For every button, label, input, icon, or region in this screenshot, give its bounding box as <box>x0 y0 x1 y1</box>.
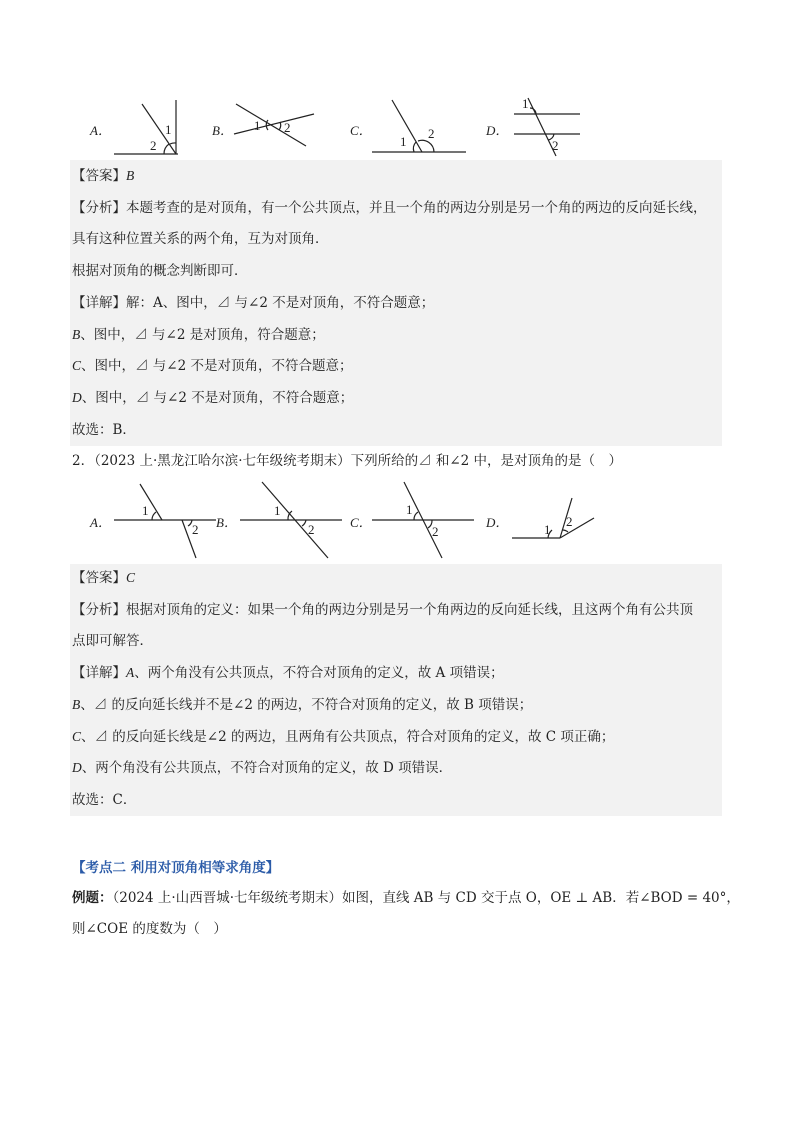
q1-option-b-label[interactable]: B． <box>212 123 233 138</box>
q2-conclusion: 故选：C． <box>72 792 137 808</box>
q1-option-d-angle-2: 2 <box>552 138 559 153</box>
q1-option-d-figure <box>508 96 584 158</box>
q1-option-b-angle-1: 1 <box>254 118 261 133</box>
q1-option-c-angle-2: 2 <box>428 126 435 141</box>
q2-option-c-angle-2: 2 <box>432 524 439 539</box>
q2-option-a-label[interactable]: A． <box>90 515 111 530</box>
q2-option-a-angle-2: 2 <box>192 522 199 537</box>
section-heading: 【考点二 利用对顶角相等求角度】 <box>72 860 280 876</box>
q1-option-c-label[interactable]: C． <box>350 123 372 138</box>
q1-detail-line-d: D、图中，⊿ 与∠2 不是对顶角，不符合题意； <box>72 390 354 406</box>
q2-option-d-angle-1: 1 <box>544 522 551 537</box>
q1-conclusion: 故选：B． <box>72 422 136 438</box>
q1-analysis-line-3: 根据对顶角的概念判断即可． <box>72 263 248 279</box>
q2-option-c-label[interactable]: C． <box>350 515 372 530</box>
q2-option-b-label[interactable]: B． <box>216 515 237 530</box>
q2-analysis-line-2: 点即可解答． <box>72 633 153 649</box>
q1-option-a-label[interactable]: A． <box>90 123 111 138</box>
q2-detail-line-c: C、⊿ 的反向延长线是∠2 的两边，且两角有公共顶点，符合对顶角的定义，故 C 项正确； <box>72 729 615 745</box>
q1-option-a-figure <box>112 96 182 158</box>
q2-option-d-figure <box>510 480 600 560</box>
q2-stem: 2．（2023 上·黑龙江哈尔滨·七年级统考期末）下列所给的⊿ 和∠2 中，是对顶角的是（ ） <box>72 453 623 469</box>
q2-option-b-figure <box>236 480 352 560</box>
q2-option-c-figure <box>368 480 478 560</box>
q1-options-row <box>88 96 608 162</box>
q1-option-a-angle-1: 1 <box>165 122 172 137</box>
q2-answer: 【答案】C <box>72 570 136 586</box>
q2-option-c-angle-1: 1 <box>406 502 413 517</box>
q1-option-d-angle-1: 1 <box>522 96 529 111</box>
q2-option-b-angle-2: 2 <box>308 522 315 537</box>
q2-options-row <box>88 480 608 560</box>
q1-option-b-figure <box>232 100 318 152</box>
q1-detail-line-c: C、图中，⊿ 与∠2 不是对顶角，不符合题意； <box>72 358 353 374</box>
q2-detail-line-d: D、两个角没有公共顶点，不符合对顶角的定义，故 D 项错误． <box>72 760 453 776</box>
q1-option-c-angle-1: 1 <box>400 134 407 149</box>
q2-analysis-line-1: 【分析】根据对顶角的定义：如果一个角的两边分别是另一个角两边的反向延长线，且这两个角有公共顶 <box>72 602 693 618</box>
example-line-1: 例题：（2024 上·山西晋城·七年级统考期末）如图，直线 AB 与 CD 交于点 O，OE ⊥ AB．若∠BOD = 40°， <box>72 890 740 906</box>
q1-analysis-line-2: 具有这种位置关系的两个角，互为对顶角． <box>72 231 329 247</box>
q1-analysis-line-1: 【分析】本题考查的是对顶角，有一个公共顶点，并且一个角的两边分别是另一个角的两边的反向延长线， <box>72 200 707 216</box>
q1-option-d-label[interactable]: D． <box>486 123 509 138</box>
q1-option-a-angle-2: 2 <box>150 138 157 153</box>
q2-detail-line-a: 【详解】A、两个角没有公共顶点，不符合对顶角的定义，故 A 项错误； <box>72 665 504 681</box>
q1-option-b-angle-2: 2 <box>284 120 291 135</box>
q2-option-a-angle-1: 1 <box>142 503 149 518</box>
q2-option-d-label[interactable]: D． <box>486 515 509 530</box>
example-line-2: 则∠COE 的度数为（ ） <box>72 921 227 937</box>
q2-option-d-angle-2: 2 <box>566 514 573 529</box>
q1-detail-line-b: B、图中，⊿ 与∠2 是对顶角，符合题意； <box>72 327 325 343</box>
q2-option-b-angle-1: 1 <box>274 503 281 518</box>
q2-option-a-figure <box>110 480 230 560</box>
q1-option-c-figure <box>370 98 470 158</box>
q1-answer: 【答案】B <box>72 168 135 184</box>
q1-detail-line-a: 【详解】解：A、图中，⊿ 与∠2 不是对顶角，不符合题意； <box>72 295 435 311</box>
q2-detail-line-b: B、⊿ 的反向延长线并不是∠2 的两边，不符合对顶角的定义，故 B 项错误； <box>72 697 533 713</box>
